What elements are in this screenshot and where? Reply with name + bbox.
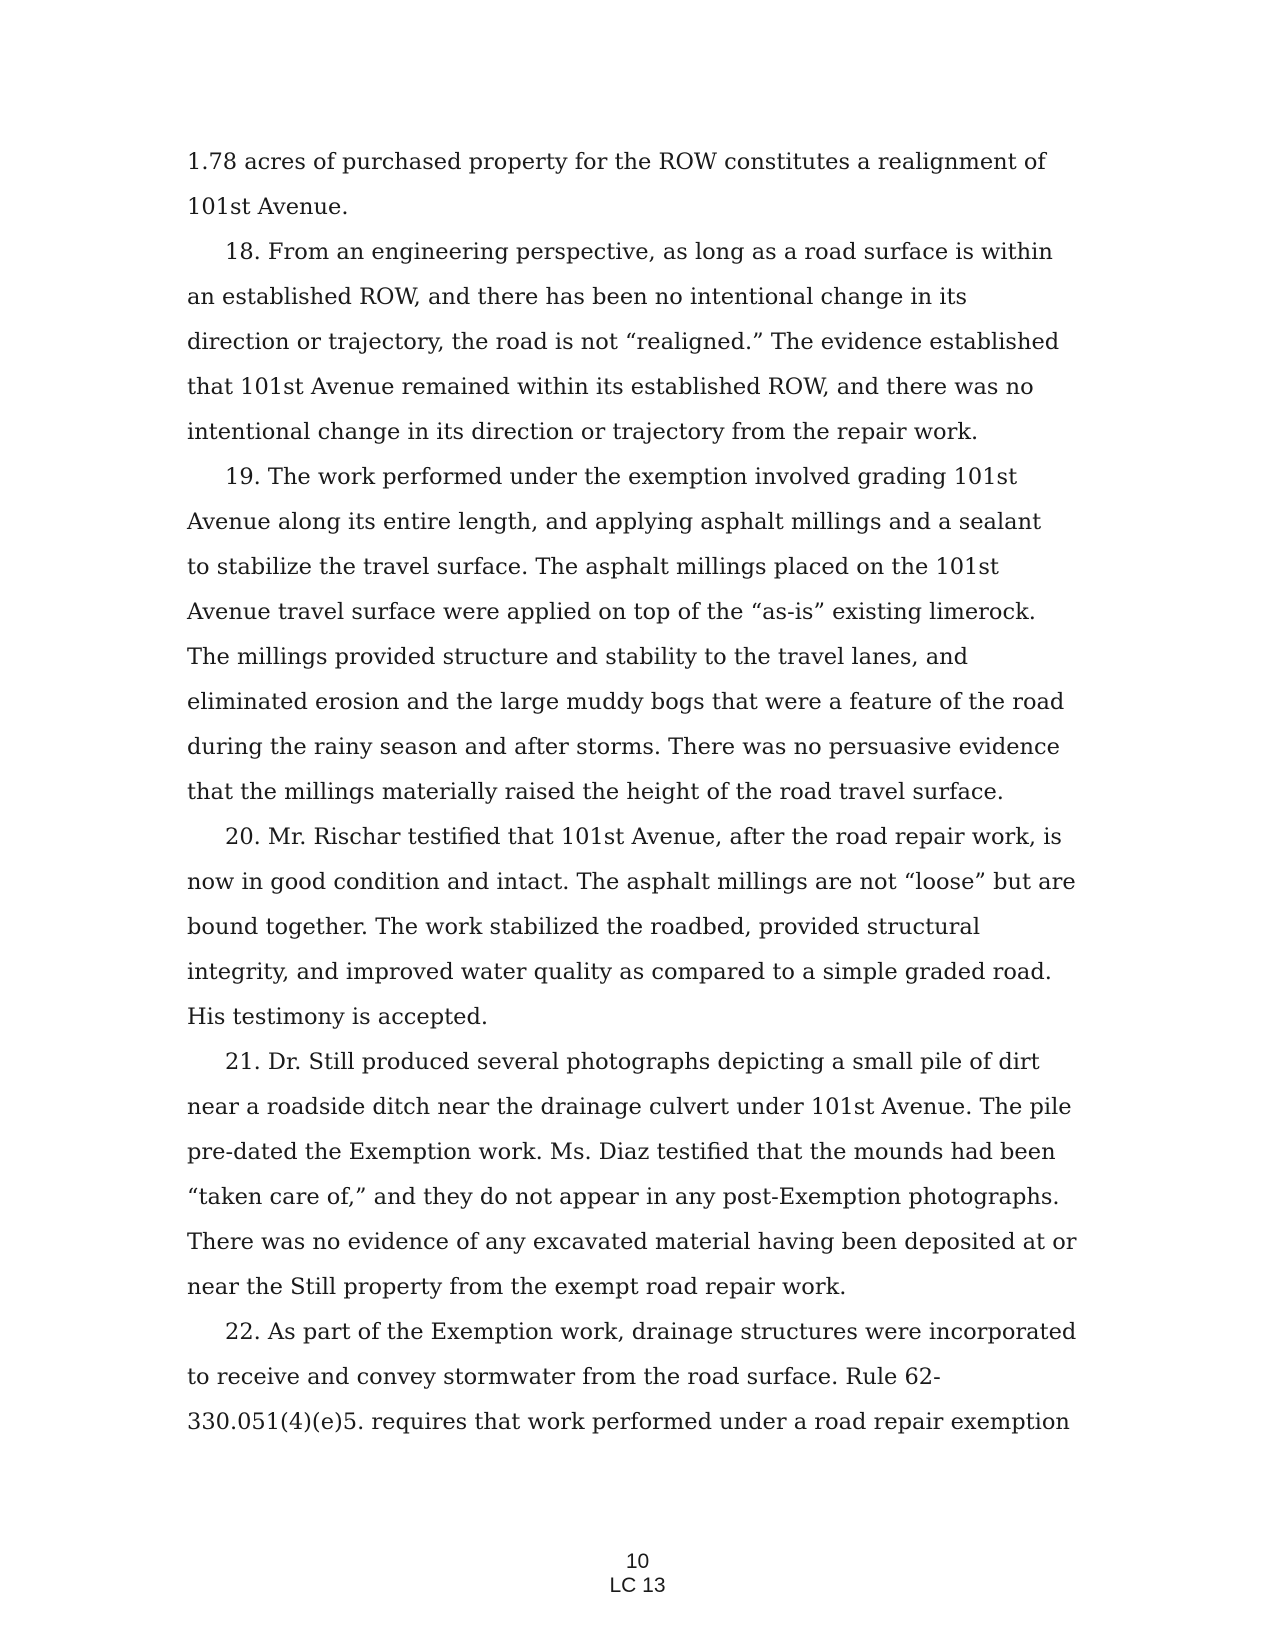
text-line: 101st Avenue.: [187, 194, 349, 220]
text-line: near a roadside ditch near the drainage culvert under 101st Avenue. The pile: [187, 1094, 1072, 1120]
text-line: Avenue along its entire length, and applying asphalt millings and a sealant: [187, 509, 1042, 535]
text-line: to receive and convey stormwater from the road surface. Rule 62-: [187, 1364, 941, 1390]
text-line: 1.78 acres of purchased property for the ROW constitutes a realignment of: [187, 149, 1046, 175]
text-line: There was no evidence of any excavated material having been deposited at or: [187, 1229, 1077, 1255]
paragraph-21: [187, 1040, 1087, 1310]
paragraph-22: [187, 1310, 1087, 1445]
text-line: intentional change in its direction or trajectory from the repair work.: [187, 419, 979, 445]
paragraph-continued: [187, 140, 1087, 230]
case-code: LC 13: [609, 1574, 666, 1597]
text-line: 21. Dr. Still produced several photographs depicting a small pile of dirt: [225, 1049, 1040, 1075]
page-number: 10: [625, 1550, 650, 1573]
text-line: 330.051(4)(e)5. requires that work performed under a road repair exemption: [187, 1409, 1070, 1435]
text-line: “taken care of,” and they do not appear in any post-Exemption photographs.: [187, 1184, 1060, 1210]
text-line: The millings provided structure and stability to the travel lanes, and: [187, 644, 969, 670]
paragraph-18: [187, 230, 1087, 455]
text-line: 22. As part of the Exemption work, drainage structures were incorporated: [225, 1319, 1077, 1345]
text-line: Avenue travel surface were applied on top of the “as-is” existing limerock.: [187, 599, 1036, 625]
text-line: eliminated erosion and the large muddy bogs that were a feature of the road: [187, 689, 1065, 715]
text-line: 18. From an engineering perspective, as long as a road surface is within: [225, 239, 1053, 265]
paragraph-20: [187, 815, 1087, 1040]
text-line: integrity, and improved water quality as compared to a simple graded road.: [187, 959, 1052, 985]
text-line: pre-dated the Exemption work. Ms. Diaz testified that the mounds had been: [187, 1139, 1056, 1165]
text-line: an established ROW, and there has been no intentional change in its: [187, 284, 968, 310]
text-line: near the Still property from the exempt road repair work.: [187, 1274, 847, 1300]
text-line: bound together. The work stabilized the roadbed, provided structural: [187, 914, 981, 940]
text-line: 20. Mr. Rischar testified that 101st Avenue, after the road repair work, is: [225, 824, 1062, 850]
text-line: to stabilize the travel surface. The asphalt millings placed on the 101st: [187, 554, 999, 580]
text-line: now in good condition and intact. The asphalt millings are not “loose” but are: [187, 869, 1076, 895]
text-line: direction or trajectory, the road is not “realigned.” The evidence established: [187, 329, 1060, 355]
document-body: [187, 140, 1087, 1445]
text-line: 19. The work performed under the exemption involved grading 101st: [225, 464, 1018, 490]
text-line: that 101st Avenue remained within its established ROW, and there was no: [187, 374, 1034, 400]
paragraph-19: [187, 455, 1087, 815]
text-line: during the rainy season and after storms. There was no persuasive evidence: [187, 734, 1060, 760]
text-line: that the millings materially raised the height of the road travel surface.: [187, 779, 1004, 805]
text-line: His testimony is accepted.: [187, 1004, 489, 1030]
